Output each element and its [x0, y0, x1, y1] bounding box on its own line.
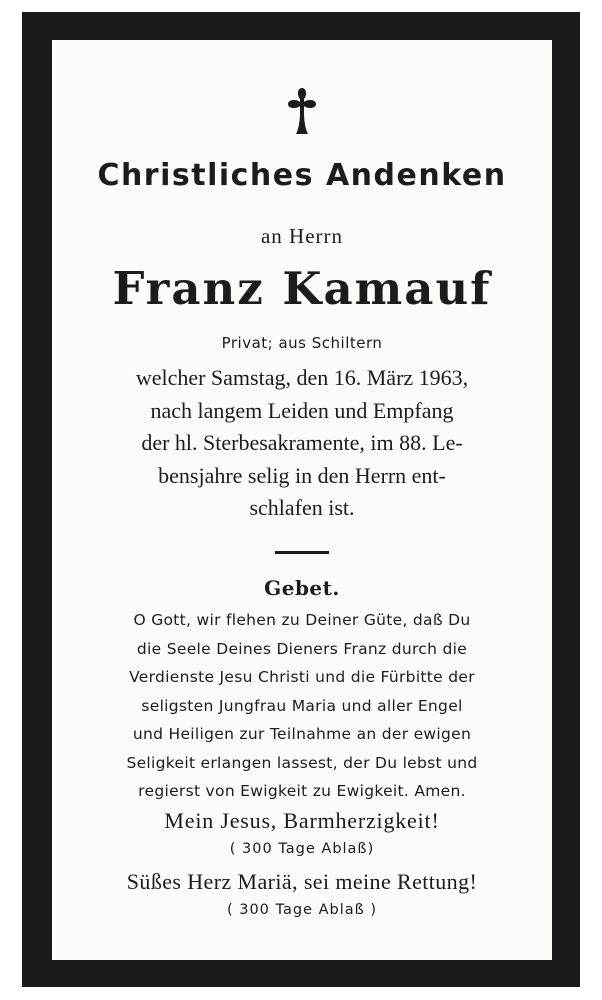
divider: [275, 551, 329, 554]
invocation-mary: Süßes Herz Mariä, sei meine Rettung!: [126, 869, 478, 894]
death-notice-line: bensjahre selig in den Herrn ent-: [158, 462, 446, 488]
card-title: Christliches Andenken: [97, 158, 507, 193]
prayer-line: die Seele Deines Dieners Franz durch die: [136, 639, 468, 658]
indulgence-note: ( 300 Tage Ablaß ): [226, 902, 378, 918]
death-notice-line: welcher Samstag, den 16. März 1963,: [135, 365, 469, 390]
prayer-line: Seligkeit erlangen lassest, der Du lebst und: [126, 753, 478, 772]
prayer-line: O Gott, wir flehen zu Deiner Güte, daß Du: [133, 611, 471, 629]
death-notice-line: schlafen ist.: [249, 495, 355, 520]
memorial-card-content: [52, 40, 552, 960]
cross-icon: [282, 84, 322, 136]
prayer-heading: Gebet.: [264, 576, 340, 600]
prayer-line: regierst von Ewigkeit zu Ewigkeit. Amen.: [138, 782, 466, 800]
deceased-occupation: Privat; aus Schiltern: [221, 334, 383, 352]
indulgence-note: ( 300 Tage Ablaß): [229, 841, 375, 857]
salutation: an Herrn: [260, 224, 344, 248]
invocation-jesus: Mein Jesus, Barmherzigkeit!: [164, 808, 440, 833]
prayer-line: seligsten Jungfrau Maria und aller Engel: [141, 696, 463, 715]
death-notice-line: nach langem Leiden und Empfang: [150, 397, 454, 423]
death-notice: [52, 362, 552, 525]
prayer-line: und Heiligen zur Teilnahme an der ewigen: [132, 725, 472, 743]
memorial-card: [22, 12, 580, 987]
prayer-line: Verdienste Jesu Christi und die Fürbitte der: [129, 668, 475, 686]
prayer-text: [52, 606, 552, 806]
deceased-name: Franz Kamauf: [112, 262, 492, 315]
death-notice-line: der hl. Sterbesakramente, im 88. Le-: [141, 430, 463, 455]
